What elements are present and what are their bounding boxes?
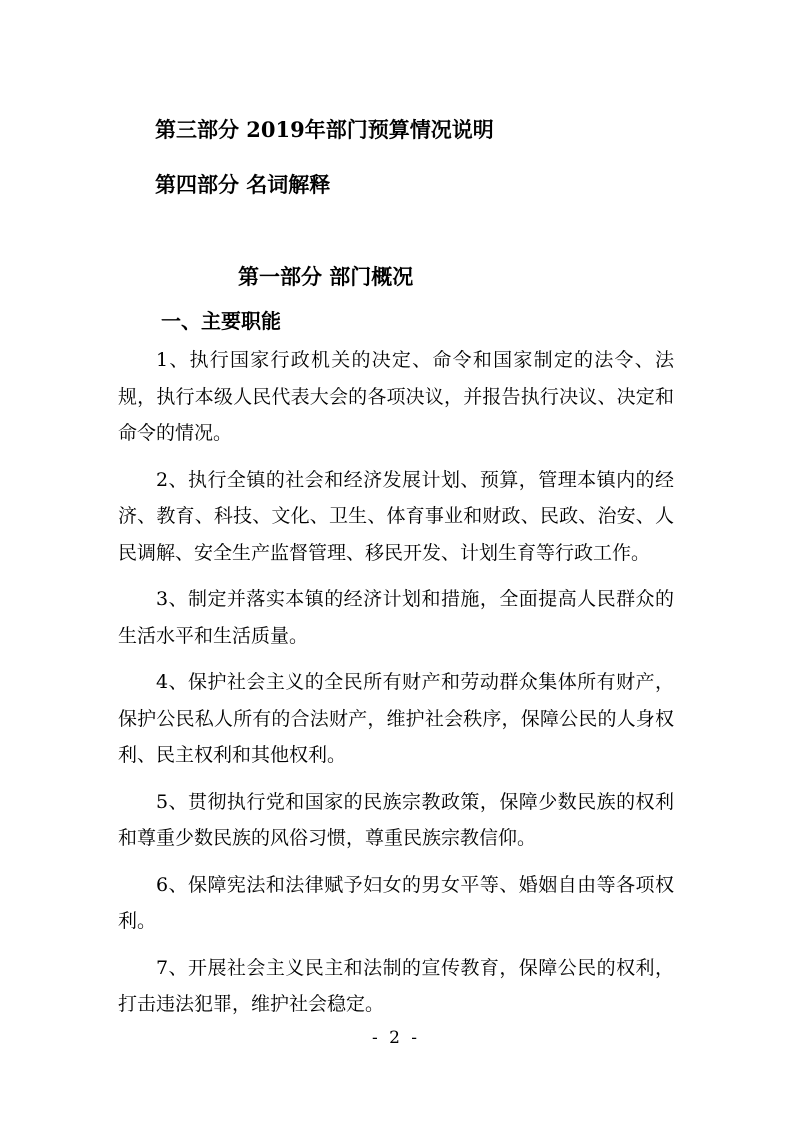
paragraph-5: 5、贯彻执行党和国家的民族宗教政策，保障少数民族的权利和尊重少数民族的风俗习惯，尊重民族宗教信仰。 [118,790,674,849]
page-number: - 2 - [371,1028,421,1048]
paragraph-3: 3、制定并落实本镇的经济计划和措施，全面提高人民群众的生活水平和生活质量。 [118,588,674,647]
paragraph-7: 7、开展社会主义民主和法制的宣传教育，保障公民的权利，打击违法犯罪，维护社会稳定。 [118,956,674,1015]
section-heading-main-functions: 一、主要职能 [161,309,281,333]
toc-part-four: 第四部分 名词解释 [155,172,331,197]
paragraph-2: 2、执行全镇的社会和经济发展计划、预算，管理本镇内的经济、教育、科技、文化、卫生、体育事业和财政、民政、治安、人民调解、安全生产监督管理、移民开发、计划生育等行政工作。 [118,468,674,564]
paragraph-6: 6、保障宪法和法律赋予妇女的男女平等、婚姻自由等各项权利。 [118,873,674,932]
paragraph-4: 4、保护社会主义的全民所有财产和劳动群众集体所有财产，保护公民私人所有的合法财产，维护社会秩序，保障公民的人身权利、民主权利和其他权利。 [118,671,674,766]
paragraph-1: 1、执行国家行政机关的决定、命令和国家制定的法令、法规，执行本级人民代表大会的各项决议，并报告执行决议、决定和命令的情况。 [118,349,674,444]
main-functions-body [118,342,674,1033]
part-one-title: 第一部分 部门概况 [238,264,414,289]
toc-part-three: 第三部分 2019年部门预算情况说明 [155,117,494,142]
